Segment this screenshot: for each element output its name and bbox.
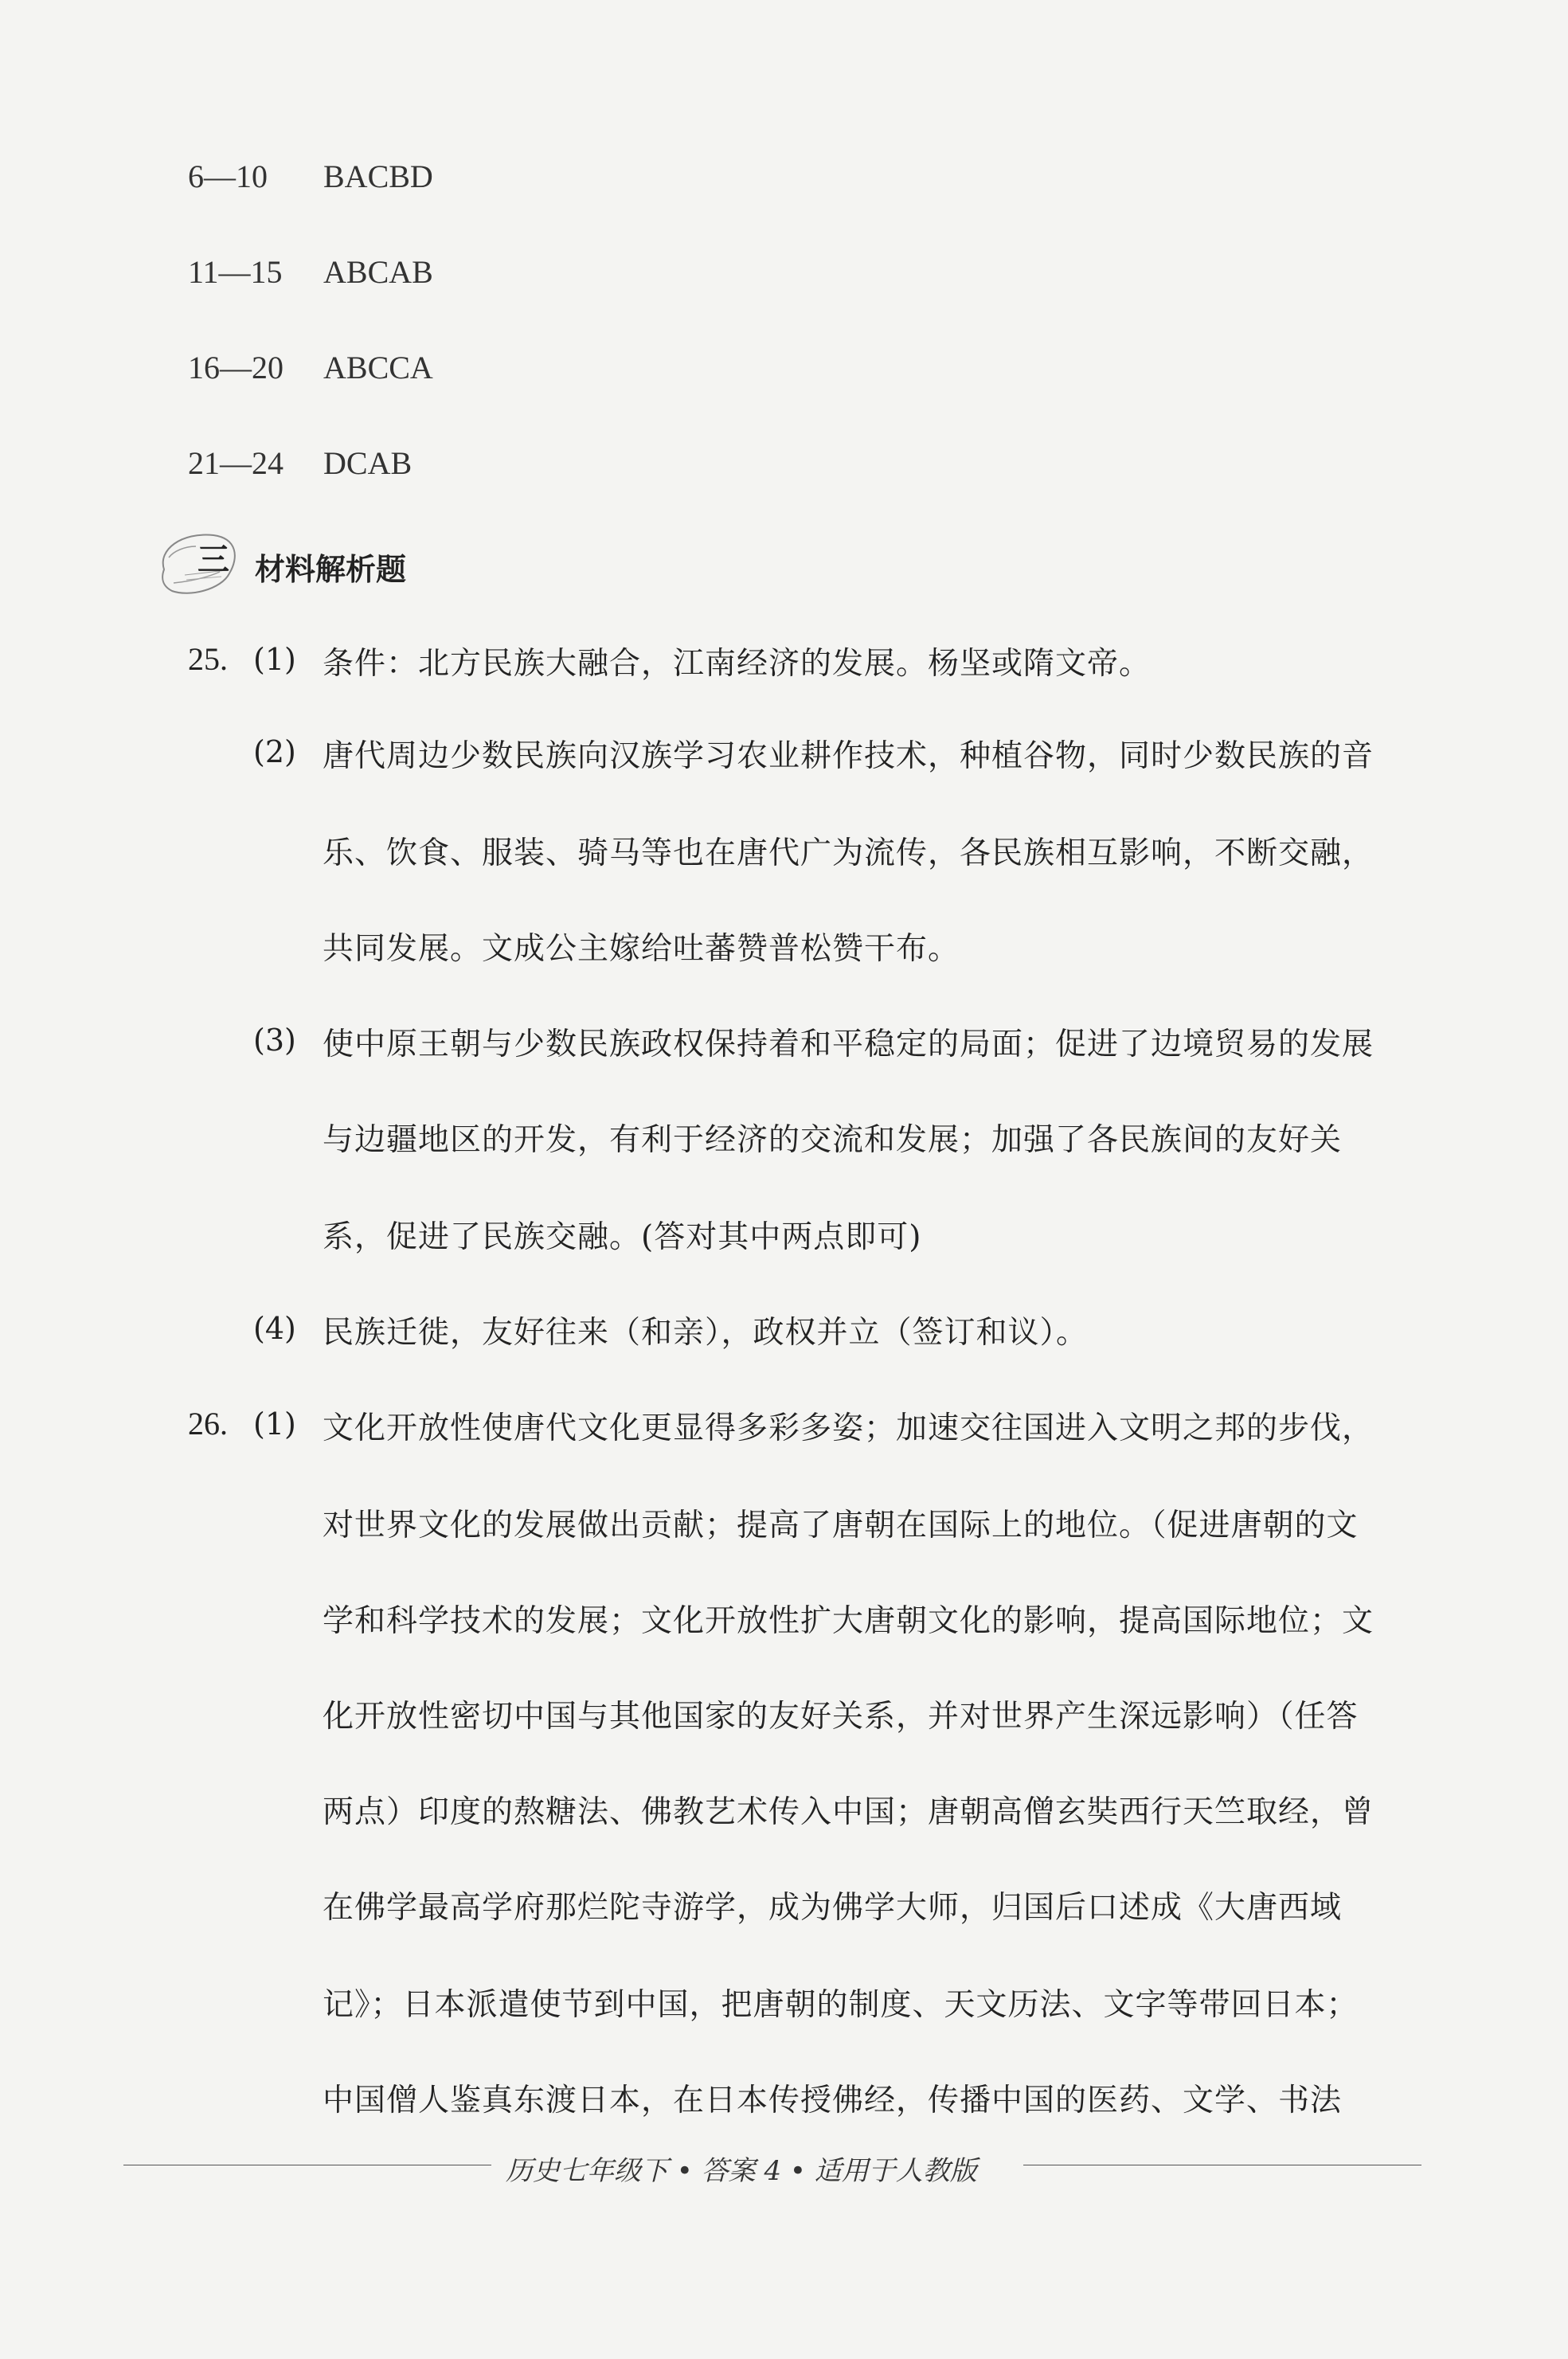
- answer-line: 与边疆地区的开发，有利于经济的交流和发展；加强了各民族间的友好关: [323, 1122, 1343, 1158]
- answer-letters: DCAB: [323, 445, 413, 481]
- answer-line: 共同发展。文成公主嫁给吐蕃赞普松赞干布。: [323, 931, 960, 967]
- answer-row: [188, 349, 433, 386]
- answer-line: 中国僧人鉴真东渡日本，在日本传授佛经，传播中国的医药、文学、书法: [323, 2083, 1343, 2118]
- section-heading: [150, 526, 548, 613]
- answer-line: 系，促进了民族交融。(答对其中两点即可): [323, 1219, 922, 1255]
- answer-line: 两点）印度的熬糖法、佛教艺术传入中国；唐朝高僧玄奘西行天竺取经，曾: [323, 1794, 1374, 1830]
- answer-line: 乐、饮食、服装、骑马等也在唐代广为流传，各民族相互影响，不断交融，: [323, 835, 1374, 871]
- section-badge-char: 三: [197, 542, 229, 578]
- answer-row: [188, 444, 412, 482]
- part-label: (1): [253, 1406, 296, 1442]
- answer-letters: BACBD: [323, 158, 433, 194]
- answer-range: 6—10: [188, 158, 268, 194]
- part-label: (3): [253, 1023, 296, 1058]
- answer-range: 11—15: [188, 254, 283, 290]
- question-number: 26.: [188, 1406, 228, 1442]
- answer-line: 使中原王朝与少数民族政权保持着和平稳定的局面；促进了边境贸易的发展: [323, 1027, 1374, 1062]
- section-badge-icon: [150, 526, 245, 605]
- answer-line: 唐代周边少数民族向汉族学习农业耕作技术，种植谷物，同时少数民族的音: [323, 738, 1374, 774]
- answer-line: 在佛学最高学府那烂陀寺游学，成为佛学大师，归国后口述成《大唐西域: [323, 1890, 1343, 1926]
- answer-letters: ABCAB: [323, 254, 433, 290]
- answer-line: 记》；日本派遣使节到中国，把唐朝的制度、天文历法、文字等带回日本；: [323, 1987, 1359, 2023]
- answer-row: [188, 158, 433, 195]
- footer-text: 历史七年级下 • 答案 4 • 适用于人教版: [506, 2155, 977, 2187]
- part-label: (1): [253, 642, 296, 677]
- page-footer: [123, 2149, 1421, 2187]
- answer-range: 16—20: [188, 350, 283, 385]
- question-number: 25.: [188, 641, 228, 677]
- answer-line: 条件：北方民族大融合，江南经济的发展。杨坚或隋文帝。: [323, 646, 1152, 682]
- answer-range: 21—24: [188, 445, 283, 481]
- answer-line: 民族迁徙，友好往来（和亲），政权并立（签订和议）。: [323, 1315, 1089, 1351]
- answer-line: 对世界文化的发展做出贡献；提高了唐朝在国际上的地位。（促进唐朝的文: [323, 1508, 1359, 1543]
- part-label: (2): [253, 734, 296, 769]
- answer-line: 化开放性密切中国与其他国家的友好关系，并对世界产生深远影响）（任答: [323, 1699, 1359, 1735]
- answer-row: [188, 253, 433, 291]
- answer-line: 文化开放性使唐代文化更显得多彩多姿；加速交往国进入文明之邦的步伐，: [323, 1410, 1374, 1446]
- answer-line: 学和科学技术的发展；文化开放性扩大唐朝文化的影响，提高国际地位；文: [323, 1603, 1374, 1639]
- part-label: (4): [253, 1311, 296, 1346]
- answer-letters: ABCCA: [323, 350, 433, 385]
- section-title: 材料解析题: [255, 552, 407, 587]
